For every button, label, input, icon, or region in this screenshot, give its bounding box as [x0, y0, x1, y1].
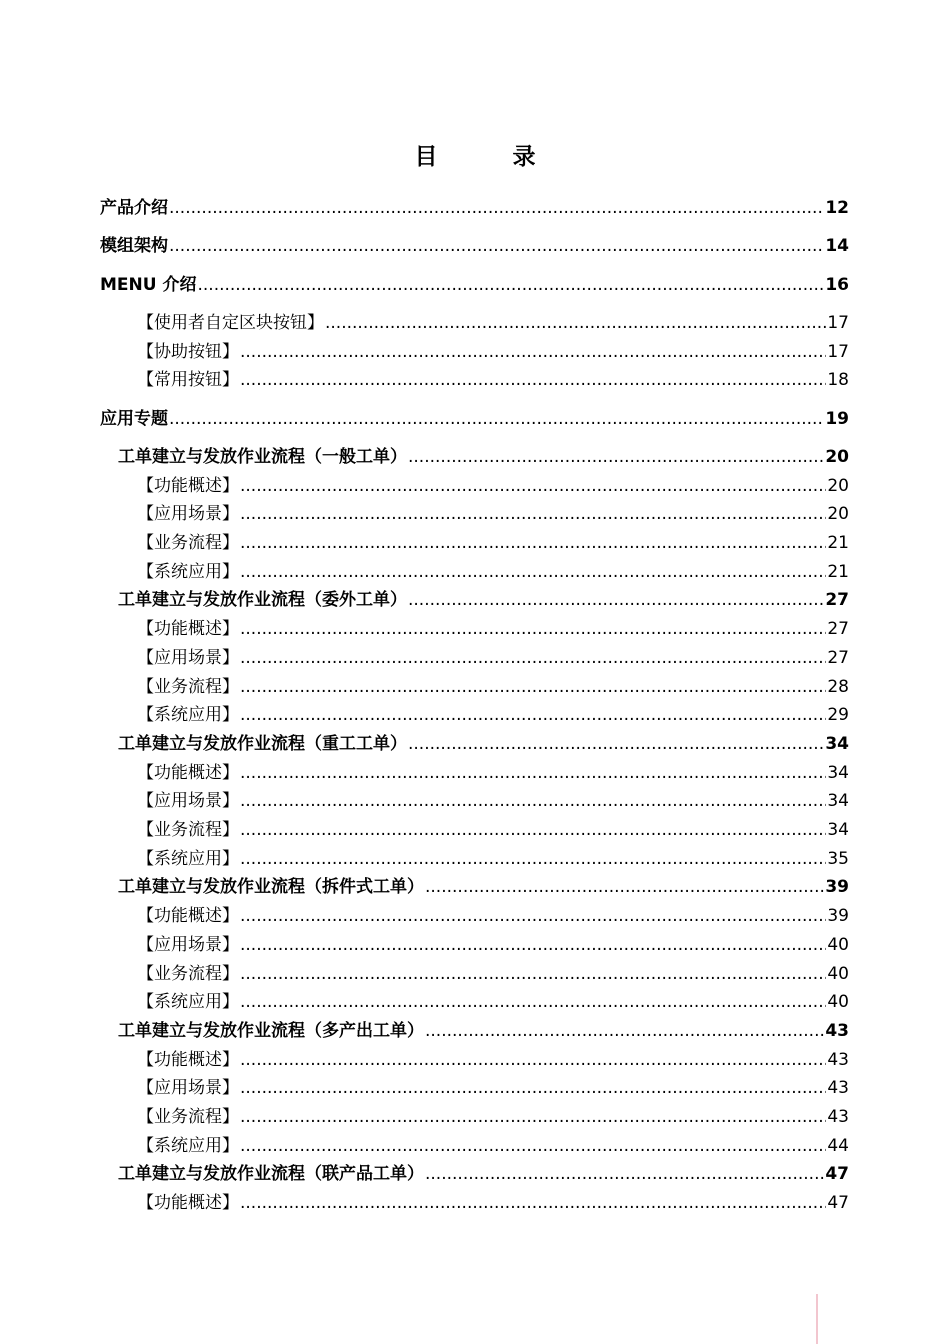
toc-subsection-link[interactable]	[137, 368, 849, 392]
toc-dot-leader	[169, 407, 824, 431]
toc-page-number: 47	[827, 1193, 849, 1213]
toc-entry-label: MENU 介绍	[100, 275, 197, 295]
toc-page-number: 17	[827, 313, 849, 333]
toc-dot-leader	[240, 502, 826, 526]
toc-page-number: 34	[827, 763, 849, 783]
page-title: 目 录	[414, 144, 562, 170]
toc-page-number: 27	[827, 648, 849, 668]
toc-dot-leader	[408, 732, 824, 756]
toc-dot-leader	[240, 847, 826, 871]
toc-entry-label: 【应用场景】	[137, 504, 239, 524]
toc-page-number: 21	[827, 562, 849, 582]
toc-page-number: 43	[827, 1050, 849, 1070]
toc-dot-leader	[425, 875, 824, 899]
toc-section-link[interactable]	[118, 1019, 849, 1043]
toc-subsection-link[interactable]	[137, 1105, 849, 1129]
toc-page-number: 34	[827, 820, 849, 840]
toc-subsection-link[interactable]	[137, 474, 849, 498]
toc-dot-leader	[240, 990, 826, 1014]
toc-entry-label: 【功能概述】	[137, 619, 239, 639]
toc-page-number: 39	[825, 877, 849, 897]
toc-dot-leader	[240, 1048, 826, 1072]
toc-page-number: 40	[827, 935, 849, 955]
toc-dot-leader	[240, 1191, 826, 1215]
toc-entry-label: 【业务流程】	[137, 964, 239, 984]
toc-dot-leader	[240, 818, 826, 842]
toc-page-number: 21	[827, 533, 849, 553]
toc-page-number: 40	[827, 964, 849, 984]
toc-subsection-link[interactable]	[137, 1191, 849, 1215]
toc-entry-label: 【系统应用】	[137, 1136, 239, 1156]
toc-page-number: 20	[827, 476, 849, 496]
toc-subsection-link[interactable]	[137, 502, 849, 526]
toc-page-number: 43	[825, 1021, 849, 1041]
toc-subsection-link[interactable]	[137, 990, 849, 1014]
toc-section-link[interactable]	[118, 732, 849, 756]
toc-page-number: 47	[825, 1164, 849, 1184]
toc-page-number: 34	[825, 734, 849, 754]
toc-entry-label: 工单建立与发放作业流程（拆件式工单）	[118, 877, 424, 897]
toc-entry-label: 应用专题	[100, 409, 168, 429]
toc-dot-leader	[240, 340, 826, 364]
toc-page-number: 27	[825, 590, 849, 610]
toc-entry-label: 【应用场景】	[137, 1078, 239, 1098]
toc-entry-label: 【功能概述】	[137, 1193, 239, 1213]
toc-entry-label: 【应用场景】	[137, 935, 239, 955]
toc-dot-leader	[240, 560, 826, 584]
toc-page-number: 43	[827, 1107, 849, 1127]
toc-entry-label: 工单建立与发放作业流程（委外工单）	[118, 590, 407, 610]
toc-subsection-link[interactable]	[137, 311, 849, 335]
toc-entry-label: 【使用者自定区块按钮】	[137, 313, 324, 333]
toc-dot-leader	[240, 962, 826, 986]
toc-entry-label: 工单建立与发放作业流程（一般工单）	[118, 447, 407, 467]
toc-entry-label: 【功能概述】	[137, 906, 239, 926]
toc-subsection-link[interactable]	[137, 962, 849, 986]
toc-page-number: 17	[827, 342, 849, 362]
toc-page-number: 44	[827, 1136, 849, 1156]
toc-subsection-link[interactable]	[137, 818, 849, 842]
toc-dot-leader	[197, 273, 824, 297]
toc-page-number: 35	[827, 849, 849, 869]
toc-dot-leader	[240, 368, 826, 392]
toc-entry-label: 工单建立与发放作业流程（重工工单）	[118, 734, 407, 754]
toc-dot-leader	[408, 445, 824, 469]
toc-dot-leader	[240, 1134, 826, 1158]
toc-entry-label: 【功能概述】	[137, 476, 239, 496]
toc-section-link[interactable]	[118, 588, 849, 612]
toc-dot-leader	[240, 703, 826, 727]
toc-entry-label: 【应用场景】	[137, 648, 239, 668]
toc-chapter-link[interactable]	[100, 273, 849, 297]
page-edge-mark	[816, 1294, 818, 1344]
toc-page-number: 20	[827, 504, 849, 524]
toc-dot-leader	[240, 531, 826, 555]
toc-subsection-link[interactable]	[137, 789, 849, 813]
toc-dot-leader	[425, 1162, 824, 1186]
toc-dot-leader	[425, 1019, 824, 1043]
toc-entry-label: 【功能概述】	[137, 763, 239, 783]
toc-chapter-link[interactable]	[100, 234, 849, 258]
toc-page-number: 40	[827, 992, 849, 1012]
toc-dot-leader	[169, 196, 824, 220]
toc-subsection-link[interactable]	[137, 1076, 849, 1100]
toc-dot-leader	[240, 933, 826, 957]
toc-subsection-link[interactable]	[137, 617, 849, 641]
toc-page-number: 14	[825, 236, 849, 256]
toc-subsection-link[interactable]	[137, 1134, 849, 1158]
toc-entry-label: 【业务流程】	[137, 533, 239, 553]
toc-entry-label: 工单建立与发放作业流程（联产品工单）	[118, 1164, 424, 1184]
toc-entry-label: 【系统应用】	[137, 992, 239, 1012]
toc-dot-leader	[240, 617, 826, 641]
toc-page-number: 19	[825, 409, 849, 429]
toc-entry-label: 【系统应用】	[137, 562, 239, 582]
toc-entry-label: 【协助按钮】	[137, 342, 239, 362]
toc-subsection-link[interactable]	[137, 703, 849, 727]
toc-dot-leader	[240, 1076, 826, 1100]
toc-subsection-link[interactable]	[137, 847, 849, 871]
toc-entry-label: 【应用场景】	[137, 791, 239, 811]
toc-subsection-link[interactable]	[137, 340, 849, 364]
toc-dot-leader	[325, 311, 826, 335]
toc-page-number: 28	[827, 677, 849, 697]
toc-page-number: 34	[827, 791, 849, 811]
toc-entry-label: 【业务流程】	[137, 1107, 239, 1127]
toc-entry-label: 【业务流程】	[137, 677, 239, 697]
toc-page-number: 20	[825, 447, 849, 467]
toc-entry-label: 【常用按钮】	[137, 370, 239, 390]
toc-dot-leader	[240, 1105, 826, 1129]
toc-dot-leader	[240, 904, 826, 928]
toc-dot-leader	[240, 474, 826, 498]
toc-dot-leader	[240, 675, 826, 699]
toc-subsection-link[interactable]	[137, 1048, 849, 1072]
toc-chapter-link[interactable]	[100, 196, 849, 220]
toc-dot-leader	[408, 588, 824, 612]
toc-entry-label: 产品介绍	[100, 198, 168, 218]
toc-page-number: 16	[825, 275, 849, 295]
toc-page-number: 43	[827, 1078, 849, 1098]
toc-section-link[interactable]	[118, 875, 849, 899]
toc-section-link[interactable]	[118, 445, 849, 469]
toc-dot-leader	[169, 234, 824, 258]
toc-section-link[interactable]	[118, 1162, 849, 1186]
toc-dot-leader	[240, 761, 826, 785]
toc-page-number: 18	[827, 370, 849, 390]
toc-subsection-link[interactable]	[137, 646, 849, 670]
toc-subsection-link[interactable]	[137, 933, 849, 957]
toc-entry-label: 【系统应用】	[137, 849, 239, 869]
toc-page-number: 39	[827, 906, 849, 926]
toc-subsection-link[interactable]	[137, 560, 849, 584]
toc-entry-label: 模组架构	[100, 236, 168, 256]
toc-subsection-link[interactable]	[137, 675, 849, 699]
toc-subsection-link[interactable]	[137, 531, 849, 555]
toc-dot-leader	[240, 646, 826, 670]
toc-entry-label: 【功能概述】	[137, 1050, 239, 1070]
toc-subsection-link[interactable]	[137, 761, 849, 785]
toc-entry-label: 【系统应用】	[137, 705, 239, 725]
toc-dot-leader	[240, 789, 826, 813]
toc-page-number: 29	[827, 705, 849, 725]
toc-chapter-link[interactable]	[100, 407, 849, 431]
toc-entry-label: 工单建立与发放作业流程（多产出工单）	[118, 1021, 424, 1041]
toc-page-number: 12	[825, 198, 849, 218]
toc-entry-label: 【业务流程】	[137, 820, 239, 840]
toc-page-number: 27	[827, 619, 849, 639]
toc-subsection-link[interactable]	[137, 904, 849, 928]
